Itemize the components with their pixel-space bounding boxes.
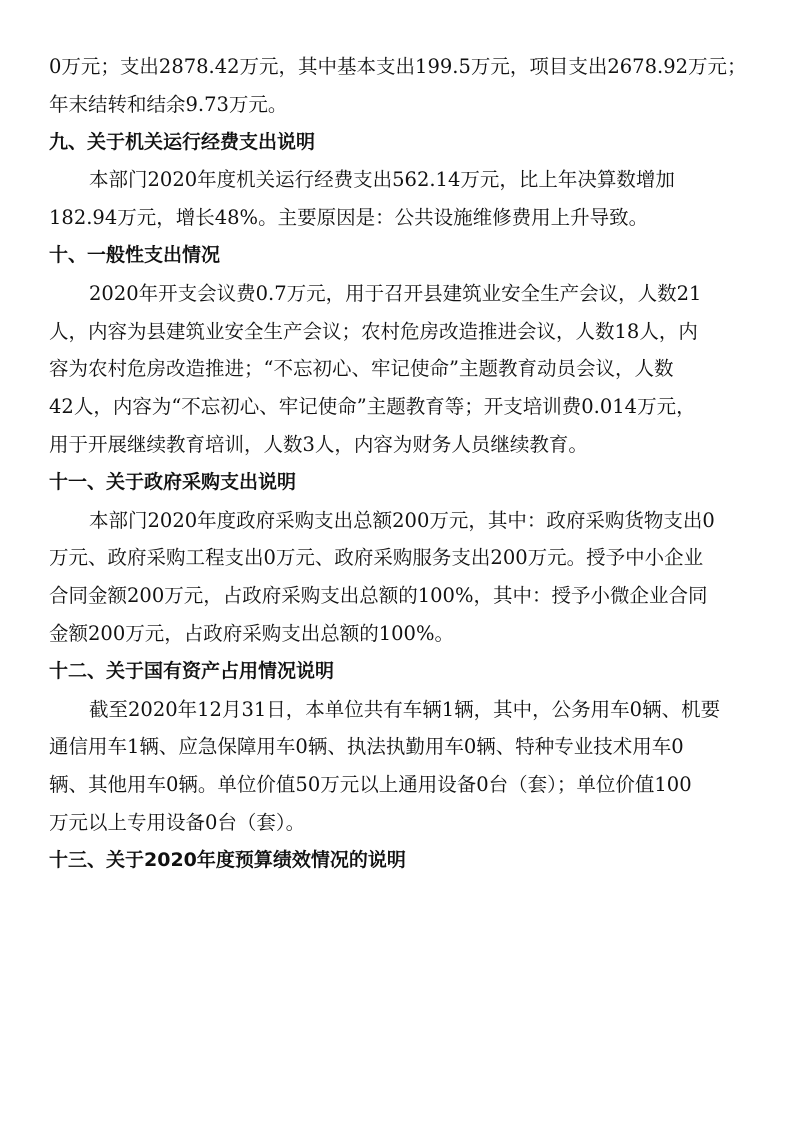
- text-line: 通信用车1辆、应急保障用车0辆、执法执勤用车0辆、特种专业技术用车0: [49, 735, 684, 759]
- section-10-paragraph: [49, 275, 749, 464]
- text-line: 2020年开支会议费0.7万元，用于召开县建筑业安全生产会议，人数21: [89, 281, 702, 305]
- text-line: 容为农村危房改造推进；“不忘初心、牢记使命”主题教育动员会议，人数: [49, 357, 674, 381]
- text-line: 年末结转和结余9.73万元。: [49, 92, 288, 116]
- text-line: 辆、其他用车0辆。单位价值50万元以上通用设备0台（套）；单位价值100: [49, 773, 692, 797]
- text-line: 本部门2020年度机关运行经费支出562.14万元，比上年决算数增加: [89, 168, 675, 192]
- text-line: 0万元；支出2878.42万元，其中基本支出199.5万元，项目支出2678.92万元；: [49, 55, 747, 78]
- text-line: 人，内容为县建筑业安全生产会议；农村危房改造推进会议，人数18人，内: [49, 319, 698, 343]
- text-line: 本部门2020年度政府采购支出总额200万元，其中：政府采购货物支出0: [89, 508, 715, 532]
- document-body: [49, 48, 749, 880]
- text-line: 182.94万元，增长48%。主要原因是：公共设施维修费用上升导致。: [49, 206, 649, 230]
- text-line: 42人，内容为“不忘初心、牢记使命”主题教育等；开支培训费0.014万元，: [49, 395, 696, 419]
- text-line: 万元以上专用设备0台（套）。: [49, 810, 306, 834]
- section-11-heading: 十一、关于政府采购支出说明: [49, 470, 297, 493]
- text-line: 合同金额200万元，占政府采购支出总额的100%，其中：授予小微企业合同: [49, 584, 708, 608]
- section-13-heading: 十三、关于2020年度预算绩效情况的说明: [49, 848, 406, 871]
- section-12-heading: 十二、关于国有资产占用情况说明: [49, 659, 335, 682]
- section-8-paragraph: [49, 48, 749, 124]
- text-line: 用于开展继续教育培训，人数3人，内容为财务人员继续教育。: [49, 432, 588, 456]
- text-line: 截至2020年12月31日，本单位共有车辆1辆，其中，公务用车0辆、机要: [89, 697, 721, 721]
- section-12-paragraph: [49, 691, 749, 842]
- section-9-heading: 九、关于机关运行经费支出说明: [49, 130, 316, 153]
- text-line: 万元、政府采购工程支出0万元、政府采购服务支出200万元。授予中小企业: [49, 546, 704, 570]
- text-line: 金额200万元，占政府采购支出总额的100%。: [49, 621, 454, 645]
- section-10-heading: 十、一般性支出情况: [49, 243, 221, 266]
- section-9-paragraph: [49, 161, 749, 237]
- section-11-paragraph: [49, 502, 749, 653]
